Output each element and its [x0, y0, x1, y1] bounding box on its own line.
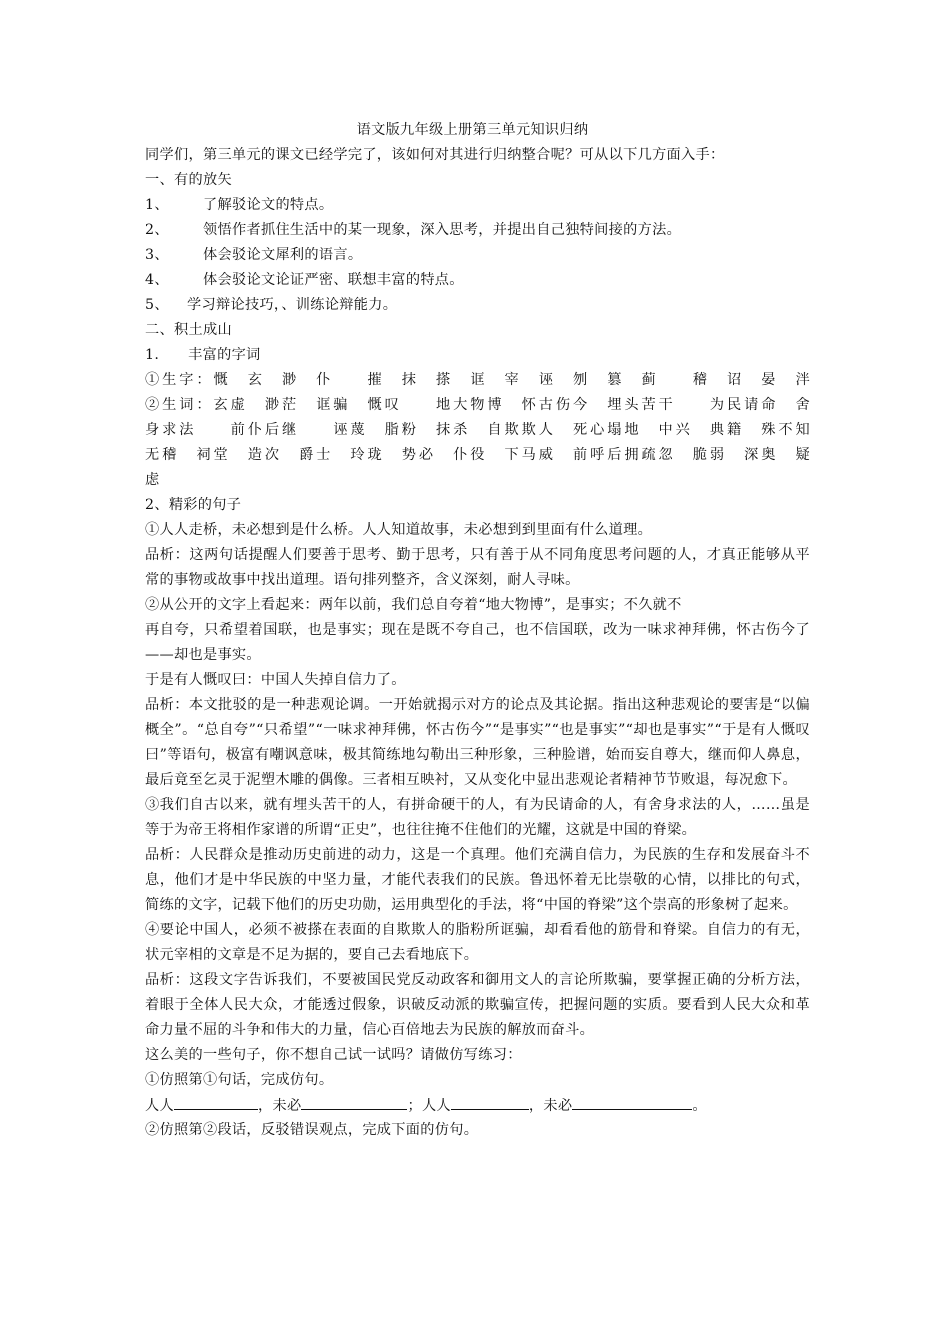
goal-item-number: 4、 [145, 272, 169, 288]
practice-1-instruction: ①仿照第①句话，完成仿句。 [145, 1072, 334, 1088]
goal-item-number: 3、 [145, 247, 169, 263]
practice-2-instruction: ②仿照第②段话，反驳错误观点，完成下面的仿句。 [145, 1122, 479, 1138]
fill-text: 人人 [145, 1098, 174, 1114]
practice-intro: 这么美的一些句子，你不想自己试一试吗？请做仿写练习： [145, 1047, 522, 1063]
fill-text: 。 [692, 1098, 707, 1114]
fill-text: ，未必 [257, 1098, 302, 1114]
goal-item-1 [145, 193, 810, 218]
section1-heading: 一、有的放矢 [145, 172, 232, 188]
sentences-subheading: 2、精彩的句子 [145, 497, 242, 513]
fill-text: ；人人 [407, 1098, 451, 1114]
sentence-2-first-line: ②从公开的文字上看起来：两年以前，我们总自夸着“地大物博”，是事实；不久就不 [145, 597, 682, 613]
goal-item-number: 1、 [145, 197, 169, 213]
goal-item-3 [145, 243, 810, 268]
practice-1-fill-line [145, 1093, 810, 1118]
goal-item-text: 体会驳论文犀利的语言。 [203, 247, 363, 263]
goal-item-number: 2、 [145, 222, 169, 238]
sentence-1: ①人人走桥，未必想到是什么桥。人人知道故事，未必想到到里面有什么道理。 [145, 522, 653, 538]
new-words-line: 身求法 前仆后继 诬蔑 脂粉 抹杀 自欺欺人 死心塌地 中兴 典籍 殊不知 [145, 422, 810, 438]
analysis-2: 品析：本文批驳的是一种悲观论调。一开始就揭示对方的论点及其论据。指出这种悲观论的要害是“以偏概全”。“总自夸”“只希望”“一味求神拜佛，怀古伤今”“是事实”“也是事实”“却也是事实”“于是有人慨叹曰”等语句，极富有嘲讽意味，极其简练地勾勒出三种形象，三种脸谱，始而妄自尊大，继而仰人鼻息，最后竟至乞灵于泥塑木雕的偶像。三者相互映衬，又从变化中显出悲观论者精神节节败退，每况愈下。 [145, 697, 810, 788]
new-words-line: 虑 [145, 472, 160, 488]
new-words-line: ②生词：玄虚 渺茫 诓骗 慨叹 地大物博 怀古伤今 埋头苦干 为民请命 舍 [145, 397, 810, 413]
goal-item-number: 5、 [145, 297, 169, 313]
new-characters-line: ①生字：慨 玄 渺 仆 摧 抹 搽 诓 宰 诬 刎 篡 蓟 稽 诏 晏 泮 [145, 372, 810, 388]
goal-item-text: 体会驳论文论证严密、联想丰富的特点。 [203, 272, 464, 288]
goal-item-2 [145, 218, 810, 243]
section2-heading: 二、积土成山 [145, 322, 232, 338]
vocab-subheading: 1. 丰富的字词 [145, 347, 261, 363]
goal-item-5 [145, 293, 810, 318]
fill-blank[interactable] [174, 1093, 258, 1110]
sentence-4: ④要论中国人，必须不被搽在表面的自欺欺人的脂粉所诓骗，却看看他的筋骨和脊梁。自信力的有无，状元宰相的文章是不足为据的，要自己去看地底下。 [145, 922, 810, 963]
fill-blank[interactable] [451, 1093, 529, 1110]
sentence-2-last: 于是有人慨叹曰：中国人失掉自信力了。 [145, 672, 406, 688]
fill-blank[interactable] [572, 1093, 692, 1110]
document-page [145, 118, 810, 1143]
analysis-3: 品析：人民群众是推动历史前进的动力，这是一个真理。他们充满自信力，为民族的生存和发展奋斗不息，他们才是中华民族的中坚力量，才能代表我们的民族。鲁迅怀着无比崇敬的心情，以排比的句式，简练的文字，记载下他们的历史功勋，运用典型化的手法，将“中国的脊梁”这个崇高的形象树了起来。 [145, 847, 810, 913]
sentence-2-continued: 再自夸，只希望着国联，也是事实；现在是既不夸自己，也不信国联，改为一味求神拜佛，怀古伤今了——却也是事实。 [145, 622, 810, 663]
goal-item-4 [145, 268, 810, 293]
sentence-3: ③我们自古以来，就有埋头苦干的人，有拼命硬干的人，有为民请命的人，有舍身求法的人，……虽是等于为帝王将相作家谱的所谓“正史”，也往往掩不住他们的光耀，这就是中国的脊梁。 [145, 797, 810, 838]
document-title: 语文版九年级上册第三单元知识归纳 [356, 122, 589, 138]
fill-text: ，未必 [528, 1098, 573, 1114]
new-words-line: 无稽 祠堂 造次 爵士 玲珑 势必 仆役 下马威 前呼后拥疏忽 脆弱 深奥 疑 [145, 447, 810, 463]
goal-item-text: 学习辩论技巧，、训练论辩能力。 [187, 297, 398, 313]
fill-blank[interactable] [301, 1093, 407, 1110]
intro-paragraph: 同学们，第三单元的课文已经学完了，该如何对其进行归纳整合呢？可从以下几方面入手： [145, 147, 725, 163]
goal-item-text: 了解驳论文的特点。 [203, 197, 334, 213]
analysis-4: 品析：这段文字告诉我们，不要被国民党反动政客和御用文人的言论所欺骗，要掌握正确的分析方法，着眼于全体人民大众，才能透过假象，识破反动派的欺骗宣传，把握问题的实质。要看到人民大众和革命力量不屈的斗争和伟大的力量，信心百倍地去为民族的解放而奋斗。 [145, 972, 810, 1038]
analysis-1: 品析：这两句话提醒人们要善于思考、勤于思考，只有善于从不同角度思考问题的人，才真正能够从平常的事物或故事中找出道理。语句排列整齐，含义深刻，耐人寻味。 [145, 547, 810, 588]
goal-item-text: 领悟作者抓住生活中的某一现象，深入思考，并提出自己独特间接的方法。 [203, 222, 682, 238]
